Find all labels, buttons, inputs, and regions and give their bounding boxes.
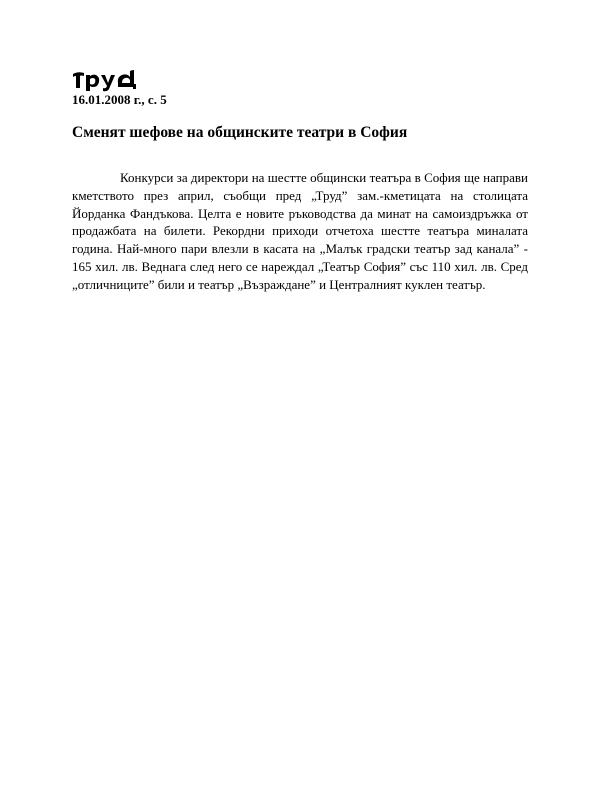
trud-logo-icon	[72, 68, 138, 92]
trud-logo	[72, 68, 138, 92]
article-title: Сменят шефове на общинските театри в София	[72, 124, 408, 141]
date-and-page: 16.01.2008 г., с. 5	[72, 92, 167, 107]
article-body: Конкурси за директори на шестте общински театъра в София ще направи кметството през април, съобщи пред „Труд” зам.-кметицата на столицата Йорданка Фандъкова. Целта е новите ръководства да минат на самоиздръжка от продажбата на билети. Рекордни приходи отчетоха шестте театъра миналата година. Най-много пари влезли в касата на „Малък градски театър зад канала” - 165 хил. лв. Веднага след него се нареждал „Театър София” със 110 хил. лв. Сред „отличниците” били и театър „Възраждане” и Централният куклен театър.	[72, 170, 528, 292]
